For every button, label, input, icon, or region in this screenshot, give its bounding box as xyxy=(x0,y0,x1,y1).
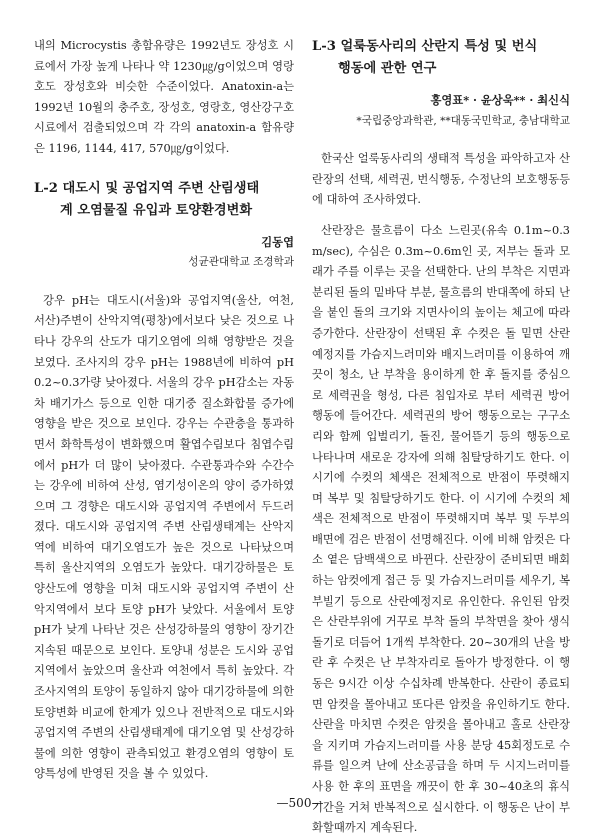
author-l2: 김동엽 xyxy=(261,234,294,249)
section-heading-l3 xyxy=(312,36,570,80)
paragraph-l3-1: 한국산 얼룩동사리의 생태적 특성을 파악하고자 산란장의 선택, 세력권, 번식행동, 수정난의 보호행동등에 대하여 조사하였다. xyxy=(312,152,570,207)
affiliation-l3: *국립중앙과학관, **대동국민학교, 충남대학교 xyxy=(356,114,570,127)
section-heading-l3-line2: 행동에 관한 연구 xyxy=(338,61,437,76)
left-column xyxy=(34,36,294,785)
section-heading-l2-line2: 계 오염물질 유입과 토양환경변화 xyxy=(60,202,253,218)
intro-paragraph: 내의 Microcystis 총함유량은 1992년도 장성호 시료에서 가장 높게 나타나 약 1230㎍/g이었으며 영랑호도 장성호와 비슷한 수준이었다. Anatoxin-a는 1992년 10월의 충주호, 장성호, 영랑호, 영산강구호 시료에서 검출되었으며 각 각의 anatoxin-a 함유량은 1196, 1144, 417, 570㎍/g이었다. xyxy=(34,39,294,155)
body-paragraph-l2: 강우 pH는 대도시(서울)와 공업지역(울산, 여천, 서산)주변이 산악지역(평창)에서보다 낮은 것으로 나타나 강우의 산도가 대기오염에 의해 영향받은 것을 보였다. 조사지의 강우 pH는 1988년에 비하여 pH 0.2~0.3가량 낮아졌다. 서울의 강우 pH감소는 자동차 배기가스 등으로 인한 대기중 질소화합물 증가에 영향을 받은 것으로 보인다. 강우는 수관층을 통과하면서 화학특성이 변화했으며 활엽수림보다 침엽수림에서 pH가 더 많이 낮아졌다. 수관통과수와 수간수는 강우에 비하여 산성, 염기성이온의 양이 증가하였으며 그 경향은 대도시와 공업지역 주변에서 두드러졌다. 대도시와 공업지역 주변 산림생태계는 산악지역에 비하여 대기오염도가 높은 것으로 나타났으며 특히 울산지역의 오염도가 높았다. 대기강하물은 토양산도에 영향을 미쳐 대도시와 공업지역 주변이 산악지역에서 보다 토양 pH가 낮았다. 서울에서 토양 pH가 낮게 나타난 것은 산성강하물의 영향이 장기간 지속된 때문으로 보인다. 토양내 성분은 도시와 공업지역에서 높았으며 울산과 여천에서 특히 높았다. 각 조사지역의 토양이 동일하지 않아 대기강하물에 의한 토양변화 비교에 한계가 있으나 전반적으로 대도시와 공업지역 주변의 산림생태계에 대기오염 및 산성강하물에 의한 영향이 관측되었고 환경오염의 영향이 토양특성에 반영된 것을 볼 수 있었다. xyxy=(34,293,294,781)
page-number: —500— xyxy=(276,796,324,810)
section-heading-l2-line1: L-2 대도시 및 공업지역 주변 산림생태 xyxy=(34,180,260,196)
right-column xyxy=(312,36,570,839)
section-heading-l2 xyxy=(34,178,294,222)
paragraph-l3-2: 산란장은 물흐름이 다소 느린곳(유속 0.1m~0.3 m/sec), 수심은 0.3m~0.6m인 곳, 저부는 돌과 모래가 주를 이루는 곳을 선택한다. 난의 부착은 지면과 분리된 돌의 밑바닥 부분, 물흐름의 반대쪽에 하되 난을 붙인 돌의 크기와 지면사이의 높이는 체고에 따라 증가한다. 산란장이 선택된 후 수컷은 돌 밑면 산란 예정지를 가슴지느러미와 배지느러미를 이용하여 깨끗이 청소, 난 부착을 용이하게 한 후 돌지를 중심으로 세력권을 형성, 다른 침입자로 부터 세력권 방어 행동에 들어간다. 세력권의 방어 행동으로는 구구소리와 함께 입벌리기, 돌진, 물어뜯기 등의 행동으로 나타나며 새로운 강자에 의해 침탈당하기도 한다. 이 시기에 수컷의 체색은 전체적으로 반점이 뚜렷해지며 복부 및 침탈당하기도 한다. 이 시기에 수컷의 체색은 전체적으로 반점이 뚜렷해지며 복부 및 두부의 배면에 검은 반점이 선명해진다. 이에 비해 암컷은 다소 옅은 담백색으로 바뀐다. 산란장이 준비되면 배회하는 암컷에게 접근 등 및 가슴지느러미를 세우기, 복부빌기 등으로 산란예정지로 유인한다. 유인된 암컷은 산란부위에 거꾸로 부착 돌의 부착면을 찾아 생식돌기로 더듬어 1개씩 부착한다. 20~30개의 난을 방란 후 수컷은 난 부착자리로 돌아가 방정한다. 이 행동은 9시간 이상 수십차례 반복한다. 산란이 종료되면 암컷을 몰아내고 또다른 암컷을 유인하기도 한다. 산란을 마치면 수컷은 암컷을 몰아내고 홀로 산란장을 지키며 가슴지느러미를 사용 분당 45회정도로 수류를 일으켜 난에 산소공급을 하며 두 시지느러미를 사용 한 후의 표면을 깨끗이 한 후 30~40초의 휴식기간을 거쳐 반복적으로 실시한다. 이 행동은 난이 부화할때까지 계속된다. xyxy=(312,223,570,835)
section-heading-l3-line1: L-3 얼룩동사리의 산란지 특성 및 번식 xyxy=(312,39,538,54)
affiliation-l2: 성균관대학교 조경학과 xyxy=(188,256,294,269)
authors-l3: 홍영표* · 윤상욱** · 최신식 xyxy=(430,93,570,107)
